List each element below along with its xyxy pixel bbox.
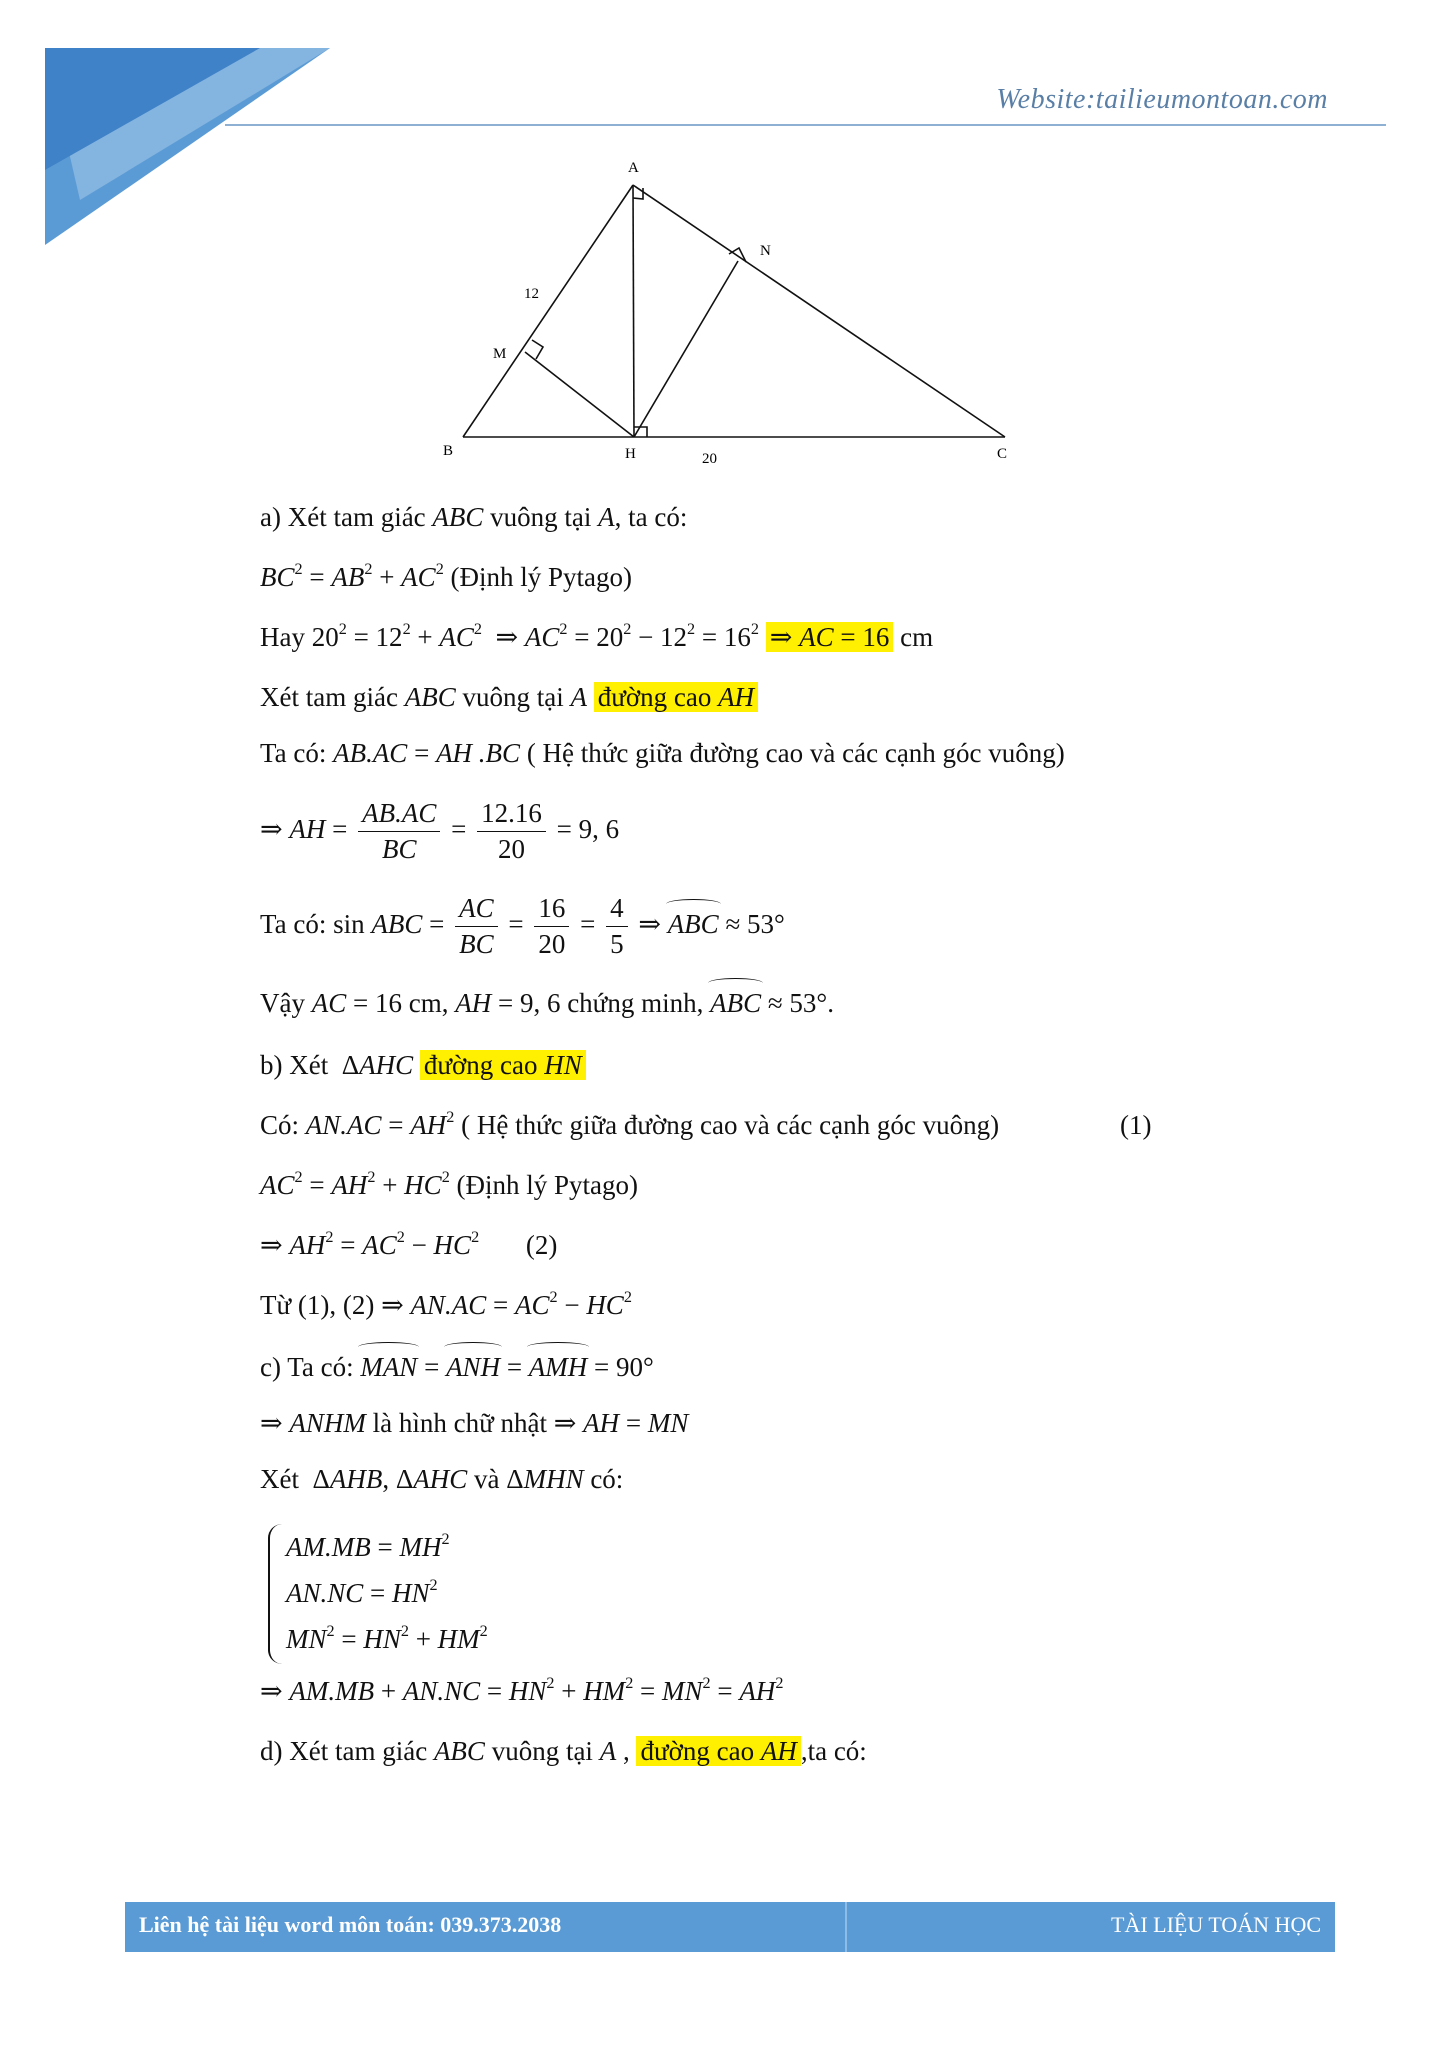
header-rule xyxy=(225,124,1386,126)
system-eq-3: $MN^2 = HN^2 + HM^2$ xyxy=(286,1621,488,1654)
system-eq-2: $AN.NC = HN^2$ xyxy=(286,1575,438,1608)
part-c-intro: c) Ta có: MAN = ANH = AMH = 90° xyxy=(260,1350,1260,1406)
label-h: H xyxy=(625,446,636,462)
length-bc: 20 xyxy=(702,451,717,467)
part-a-intro: a) Xét tam giác ABC vuông tại A, ta có: xyxy=(260,502,688,532)
altitude-ah-highlight: đường cao AH xyxy=(594,682,758,712)
length-ab: 12 xyxy=(524,286,539,302)
website-header: Website:tailieumontoan.com xyxy=(996,84,1328,115)
label-m: M xyxy=(493,346,507,362)
rectangle-line: ⇒ ANHM là hình chữ nhật ⇒ AH = MN xyxy=(260,1408,689,1438)
footer-bar xyxy=(125,1902,1335,1952)
system-brace xyxy=(268,1524,282,1664)
ac-result-highlight: ⇒ AC = 16 xyxy=(766,622,894,652)
part-b-intro: b) Xét ΔAHC đường cao HN xyxy=(260,1048,1260,1108)
solution-body xyxy=(260,500,1260,1790)
final-c-line: ⇒ $AM.MB + AN.NC = HN^2 + HM^2 = MN^2 = AH^2$ xyxy=(260,1673,784,1706)
footer-brand: TÀI LIỆU TOÁN HỌC xyxy=(1111,1912,1321,1937)
conclusion-a: Vậy AC = 16 cm, AH = 9, 6 chứng minh, ABC ≈ 53°. xyxy=(260,986,1260,1048)
label-a: A xyxy=(628,160,639,176)
pythagoras-line: $BC^2 = AB^2 + AC^2$ (Định lý Pytago) xyxy=(260,559,633,592)
ah-fraction-line: ⇒ AH = $\frac{AB.AC}{BC}$ = $\frac{12.16}{20}$ = 9, 6 xyxy=(260,798,620,865)
ac-computation: Hay $20^2 = 12^2 + AC^2$ ⇒ $AC^2 = 20^2 - 12^2 = 16^2$ ⇒ AC = 16 cm xyxy=(260,619,934,652)
label-c: C xyxy=(997,446,1008,462)
altitude-hn-highlight: đường cao HN xyxy=(420,1050,586,1080)
pyth-ahc-line: $AC^2 = AH^2 + HC^2$ (Định lý Pytago) xyxy=(260,1167,639,1200)
relation-line: Ta có: AB.AC = AH .BC ( Hệ thức giữa đường cao và các cạnh góc vuông) xyxy=(260,738,1065,768)
system-eq-1: $AM.MB = MH^2$ xyxy=(286,1529,450,1562)
equation-system xyxy=(268,1524,1260,1664)
footer-contact: Liên hệ tài liệu word môn toán: 039.373.2038 xyxy=(139,1912,562,1937)
altitude-ah-highlight-d: đường cao AH xyxy=(636,1736,800,1766)
ah-squared-line: ⇒ $AH^2 = AC^2 - HC^2$ (2) xyxy=(260,1227,558,1260)
altitude-line: Xét tam giác ABC vuông tại A đường cao AH xyxy=(260,680,1260,736)
sin-line: Ta có: sin ABC = $\frac{AC}{BC}$ = $\frac{16}{20}$ = $\frac{4}{5}$ ⇒ ABC ≈ 53° xyxy=(260,893,785,960)
consider-triangles-line: Xét ΔAHB, ΔAHC và ΔMHN có: xyxy=(260,1464,624,1494)
part-d-intro: d) Xét tam giác ABC vuông tại A , đường cao AH ,ta có: xyxy=(260,1736,867,1766)
from-1-2-line: Từ (1), (2) ⇒ $AN.AC = AC^2 - HC^2$ xyxy=(260,1287,632,1320)
triangle-figure xyxy=(440,150,1040,480)
label-b: B xyxy=(443,443,454,459)
footer-separator xyxy=(845,1902,847,1952)
label-n: N xyxy=(760,243,771,259)
an-ac-line: Có: $AN.AC = AH^2$ ( Hệ thức giữa đường cao và các cạnh góc vuông) (1) xyxy=(260,1107,1152,1140)
